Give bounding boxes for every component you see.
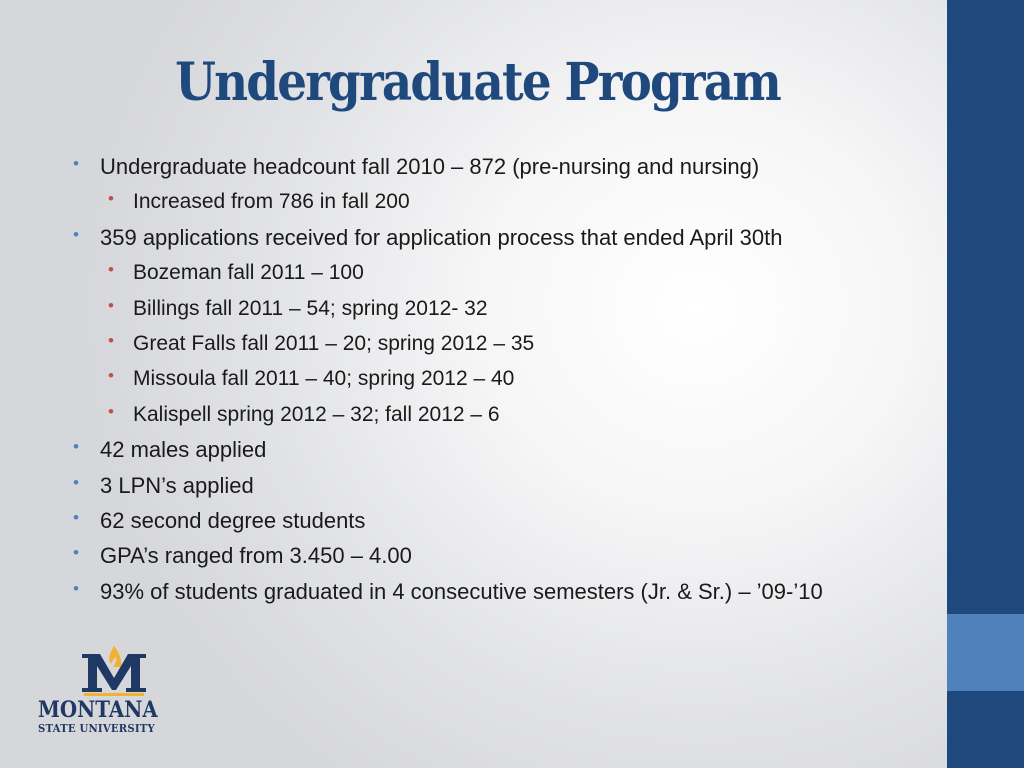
- sub-bullet-item: [72, 258, 902, 287]
- bullet-dot-icon: •: [73, 472, 79, 492]
- bullet-text: Increased from 786 in fall 200: [133, 190, 410, 214]
- bullet-item: [72, 152, 902, 181]
- bullet-dot-icon: •: [108, 401, 114, 421]
- bullet-dot-icon: •: [108, 330, 114, 350]
- sub-bullet-item: [72, 364, 902, 393]
- bullet-dot-icon: •: [73, 154, 79, 173]
- bullet-item: [72, 506, 902, 535]
- bullet-text: 42 males applied: [100, 437, 267, 463]
- bullet-dot-icon: •: [108, 189, 114, 209]
- logo-name: MONTANA: [38, 697, 158, 723]
- bullet-text: Great Falls fall 2011 – 20; spring 2012 – 35: [133, 331, 535, 355]
- bullet-text: Billings fall 2011 – 54; spring 2012- 32: [133, 296, 488, 320]
- bullet-text: 62 second degree students: [100, 507, 366, 533]
- bullet-dot-icon: •: [73, 543, 79, 563]
- sub-bullet-item: [72, 187, 902, 216]
- bullet-text: Missoula fall 2011 – 40; spring 2012 – 40: [133, 367, 515, 391]
- msu-m-logo-icon: [76, 644, 152, 696]
- sub-bullet-item: [72, 294, 902, 323]
- sub-bullet-item: [72, 400, 902, 429]
- bullet-text: Kalispell spring 2012 – 32; fall 2012 – 6: [133, 402, 500, 426]
- bullet-text: Bozeman fall 2011 – 100: [133, 261, 364, 285]
- side-accent-block: [947, 614, 1024, 691]
- bullet-item: [72, 471, 902, 500]
- bullet-dot-icon: •: [73, 578, 79, 598]
- sub-bullet-item: [72, 329, 902, 358]
- logo-subtitle: STATE UNIVERSITY: [38, 722, 155, 735]
- bullet-list: [72, 152, 902, 612]
- bullet-dot-icon: •: [108, 366, 114, 386]
- bullet-dot-icon: •: [73, 437, 79, 457]
- bullet-text: GPA’s ranged from 3.450 – 4.00: [100, 543, 412, 569]
- montana-state-logo: [38, 644, 178, 744]
- bullet-item: [72, 541, 902, 570]
- bullet-dot-icon: •: [73, 507, 79, 527]
- bullet-item: [72, 577, 902, 606]
- bullet-text: 93% of students graduated in 4 consecutive semesters (Jr. & Sr.) – ’09-’10: [100, 578, 823, 604]
- bullet-text: 3 LPN’s applied: [100, 472, 254, 498]
- slide-title: Undergraduate Program: [175, 52, 781, 113]
- bullet-dot-icon: •: [108, 260, 114, 280]
- bullet-dot-icon: •: [73, 224, 79, 244]
- bullet-item: [72, 435, 902, 464]
- bullet-text: 359 applications received for application process that ended April 30th: [100, 224, 783, 250]
- bullet-item: [72, 223, 902, 252]
- bullet-dot-icon: •: [108, 295, 114, 315]
- bullet-text: Undergraduate headcount fall 2010 – 872 (pre-nursing and nursing): [100, 154, 760, 179]
